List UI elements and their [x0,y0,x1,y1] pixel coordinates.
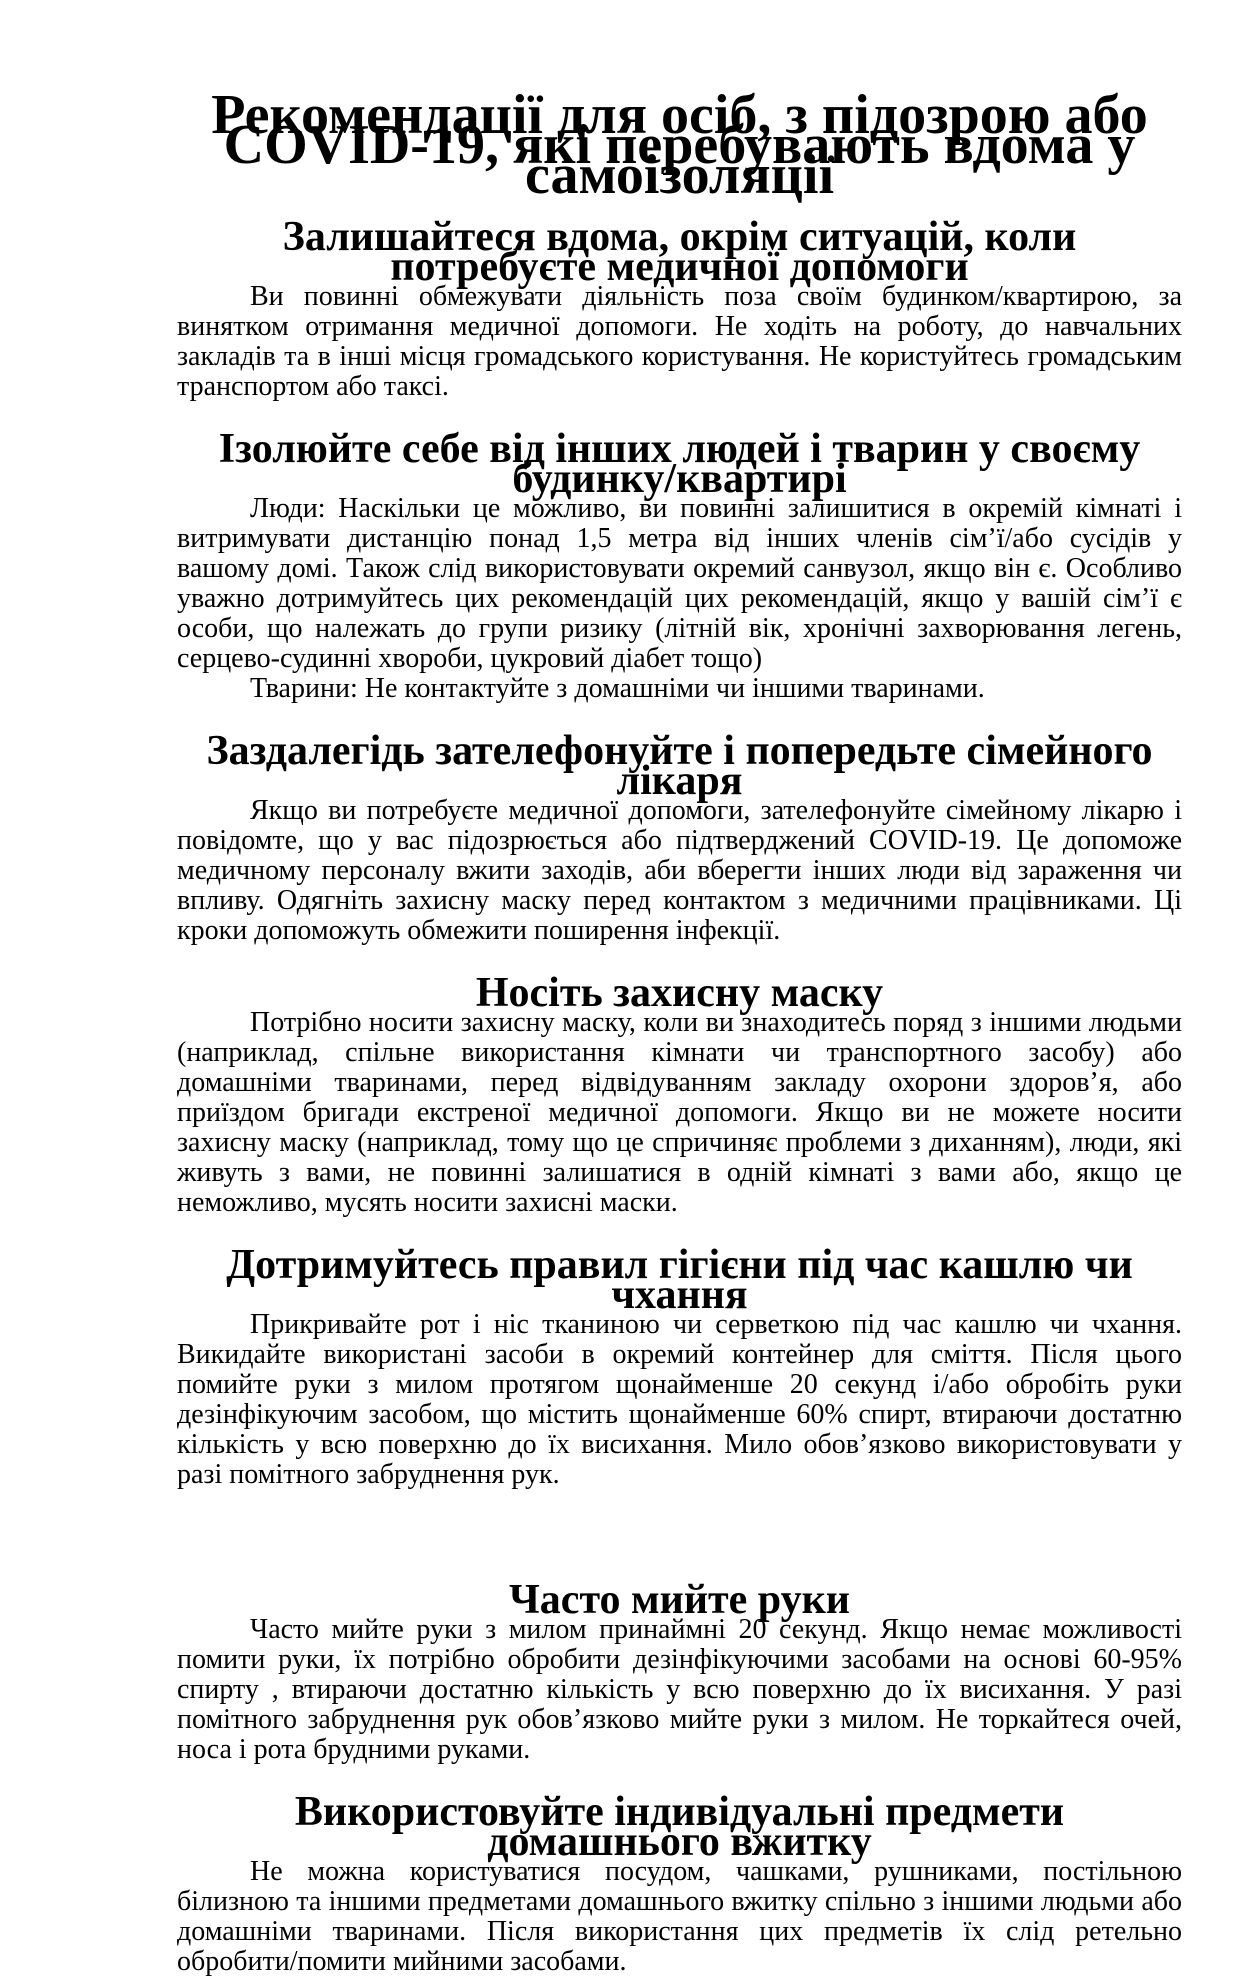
section-personal-items [177,1789,1182,1977]
section-heading: Використовуйте індивідуальні предмети домашнього вжитку [294,1789,1065,1865]
paragraph: Ви повинні обмежувати діяльність поза своїм будинком/квартирою, за винятком отримання медичної допомоги. Не ходіть на роботу, до навчальних закладів та в інші місця громадського користування. Не користуйтесь громадським транспортом або таксі. [177,281,1182,402]
paragraph: Якщо ви потребуєте медичної допомоги, зателефонуйте сімейному лікарю і повідомте, що у вас підозрюється або підтверджений COVID-19. Це допоможе медичному персоналу вжити заходів, аби вберегти інших люди від зараження чи впливу. Одягніть захисну маску перед контактом з медичними працівниками. Ці кроки допоможуть обмежити поширення інфекції. [177,795,1182,946]
paragraph: Люди: Наскільки це можливо, ви повинні залишитися в окремій кімнаті і витримувати дистанцію понад 1,5 метра від інших членів сім’ї/або сусідів у вашому домі. Також слід використовувати окремий санвузол, якщо він є. Особливо уважно дотримуйтесь цих рекомендацій цих рекомендацій, якщо у вашій сім’ї є особи, що належать до групи ризику (літній вік, хронічні захворювання легень, серцево-судинні хвороби, цукровий діабет тощо) [177,493,1182,674]
paragraph: Часто мийте руки з милом принаймні 20 секунд. Якщо немає можливості помити руки, їх потрібно обробити дезінфікуючими засобами на основі 60-95% спирту , втираючи достатню кількість у всю поверхню до їх висихання. У разі помітного забруднення рук обов’язково мийте руки з милом. Не торкайтеся очей, носа і рота брудними руками. [177,1614,1182,1765]
section-wear-mask [177,970,1182,1218]
section-heading: Дотримуйтесь правил гігієни під час кашлю чи чхання [226,1242,1133,1318]
document-title: Рекомендації для осіб, з підозрою або COVID-19, які перебувають вдома у самоізоляції [211,84,1148,206]
paragraph: Не можна користуватися посудом, чашками, рушниками, постільною білизною та іншими предметами домашнього вжитку спільно з іншими людьми або домашніми тваринами. Після використання цих предметів їх слід ретельно обробити/помити мийними засобами. [177,1856,1182,1977]
paragraph: Прикривайте рот і ніс тканиною чи серветкою під час кашлю чи чхання. Викидайте використані засоби в окремий контейнер для сміття. Після цього помийте руки з милом протягом щонайменше 20 секунд і/або обробіть руки дезінфікуючим засобом, що містить щонайменше 60% спирт, втираючи достатню кількість у всю поверхню до їх висихання. Мило обов’язково використовувати у разі помітного забруднення рук. [177,1309,1182,1490]
section-stay-home [177,214,1182,402]
section-heading: Ізолюйте себе від інших людей і тварин у своєму будинку/квартирі [218,426,1141,502]
section-heading: Заздалегідь зателефонуйте і попередьте сімейного лікаря [206,728,1153,804]
paragraph: Потрібно носити захисну маску, коли ви знаходитесь поряд з іншими людьми (наприклад, спільне використання кімнати чи транспортного засобу) або домашніми тваринами, перед відвідуванням закладу охорони здоров’я, або приїздом бригади екстреної медичної допомоги. Якщо ви не можете носити захисну маску (наприклад, тому що це спричиняє проблеми з диханням), люди, які живуть з вами, не повинні залишатися в одній кімнаті з вами або, якщо це неможливо, мусять носити захисні маски. [177,1007,1182,1218]
section-isolate [177,426,1182,704]
section-heading: Носіть захисну маску [475,970,884,1016]
section-cough-hygiene [177,1242,1182,1490]
paragraph: Тварини: Не контактуйте з домашніми чи іншими тваринами. [250,673,985,704]
section-wash-hands [177,1577,1182,1765]
section-call-doctor [177,728,1182,946]
section-heading: Часто мийте руки [508,1577,851,1623]
section-heading: Залишайтеся вдома, окрім ситуацій, коли потребуєте медичної допомоги [282,214,1077,290]
